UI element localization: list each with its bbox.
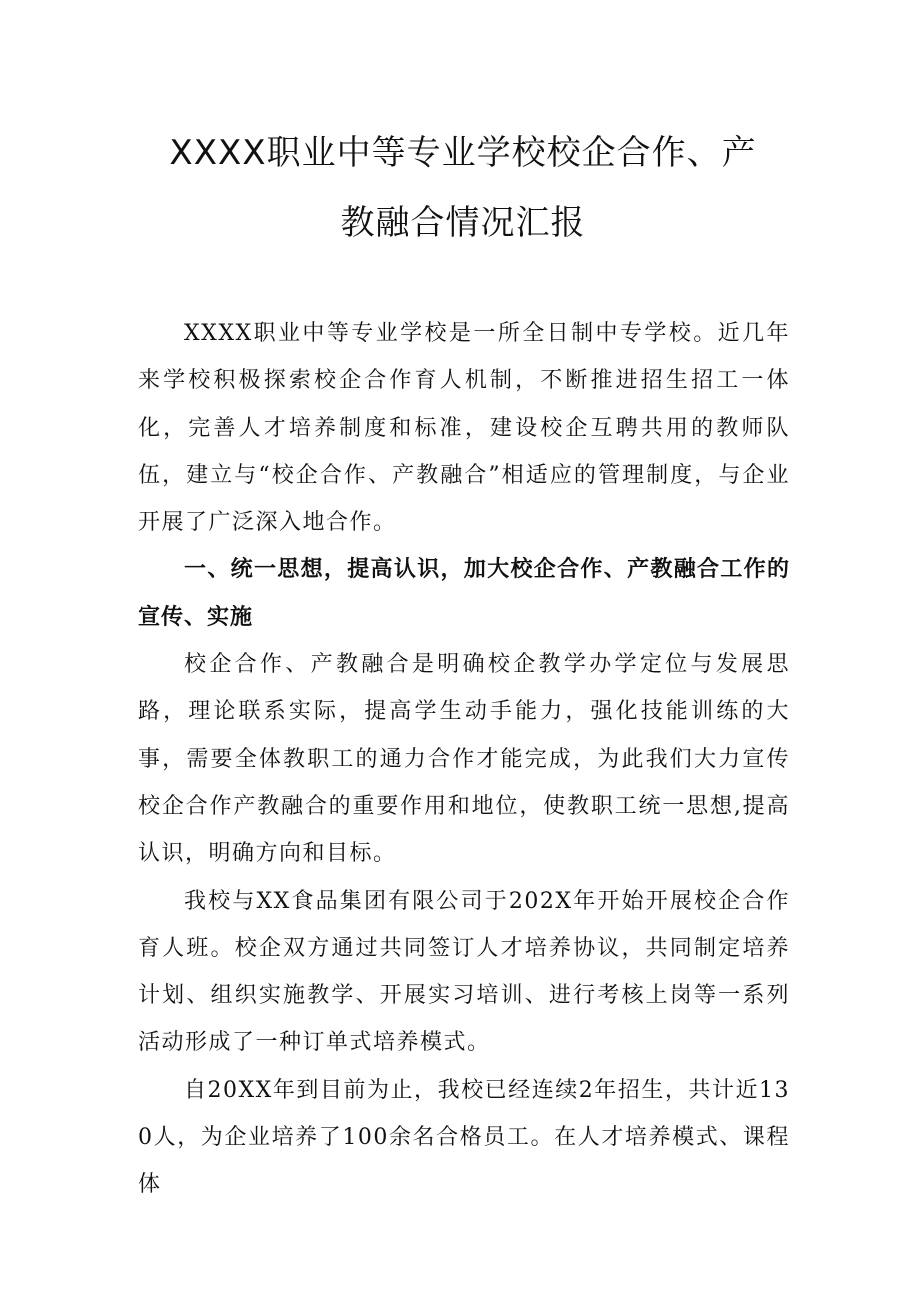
document-title <box>138 118 788 258</box>
body-paragraph: 我校与XX食品集团有限公司于202X年开始开展校企合作育人班。校企双方通过共同签订人才培养协议，共同制定培养计划、组织实施教学、开展实习培训、进行考核上岗等一系列活动形成了一种订单式培养模式。 <box>138 888 790 1056</box>
section-heading-1: 一、统一思想，提高认识，加大校企合作、产教融合工作的宣传、实施 <box>138 557 790 630</box>
body-paragraph: 校企合作、产教融合是明确校企教学办学定位与发展思路，理论联系实际，提高学生动手能力，强化技能训练的大事，需要全体教职工的通力合作才能完成，为此我们大力宣传校企合作产教融合的重要作用和地位，使教职工统一思想,提高认识，明确方向和目标。 <box>138 652 790 867</box>
title-line-2: 教融合情况汇报 <box>340 203 586 243</box>
title-line-1: XXXX职业中等专业学校校企合作、产 <box>169 133 757 173</box>
body-paragraph: 自20XX年到目前为止，我校已经连续2年招生，共计近130人，为企业培养了100余名合格员工。在人才培养模式、课程体 <box>138 1077 790 1198</box>
intro-paragraph: XXXX职业中等专业学校是一所全日制中专学校。近几年来学校积极探索校企合作育人机制，不断推进招生招工一体化，完善人才培养制度和标准，建设校企互聘共用的教师队伍，建立与“校企合作、产教融合”相适应的管理制度，与企业开展了广泛深入地合作。 <box>138 321 790 536</box>
document-body <box>138 310 790 1209</box>
